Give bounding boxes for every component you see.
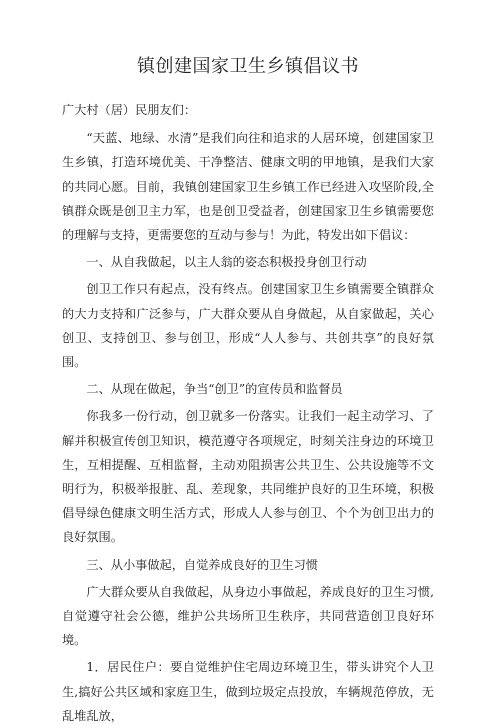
section-body-3: 广大群众要从自我做起，从身边小事做起，养成良好的卫生习惯,自觉遵守社会公德，维护公共场所卫生秩序，共同营造创卫良好环境。 <box>62 584 434 648</box>
section-body-2: 你我多一份行动，创卫就多一份落实。让我们一起主动学习、了解并积极宣传创卫知识，模范遵守各项规定，时刻关注身边的环境卫生，互相提醒、互相监督，主动劝阻损害公共卫生、公共设施等不文明行为，积极举报脏、乱、差现象，共同维护良好的卫生环境，积极倡导绿色健康文明生活方式，形成人人参与创卫、个个为创卫出力的良好氛围。 <box>62 409 434 545</box>
document-title: 镇创建国家卫生乡镇倡议书 <box>137 56 359 77</box>
section-heading-2: 二、从现在做起，争当“创卫”的宣传员和监督员 <box>86 382 343 397</box>
intro-paragraph: “天蓝、地绿、水清”是我们向往和追求的人居环境，创建国家卫生乡镇，打造环境优美、干净整洁、健康文明的甲地镇，是我们大家的共同心愿。目前，我镇创建国家卫生乡镇工作已经进入攻坚阶段,全镇群众既是创卫主力军，也是创卫受益者，创建国家卫生乡镇需要您的理解与支持，更需要您的互动与参与！为此，特发出如下倡议： <box>62 131 434 243</box>
section-heading-1: 一、从自我做起，以主人翁的姿态积极投身创卫行动 <box>86 255 367 270</box>
salutation: 广大村（居）民朋友们： <box>62 103 197 117</box>
list-item-residents: 1．居民住户：要自觉维护住宅周边环境卫生，带头讲究个人卫生,搞好公共区域和家庭卫生，做到垃圾定点投放，车辆规范停放，无乱堆乱放， <box>62 660 434 723</box>
section-body-1: 创卫工作只有起点，没有终点。创建国家卫生乡镇需要全镇群众的大力支持和广泛参与，广大群众要从自身做起，从自家做起，关心创卫、支持创卫、参与创卫，形成“人人参与、共创共享”的良好氛围。 <box>62 282 434 370</box>
section-heading-3: 三、从小事做起，自觉养成良好的卫生习惯 <box>86 557 318 572</box>
